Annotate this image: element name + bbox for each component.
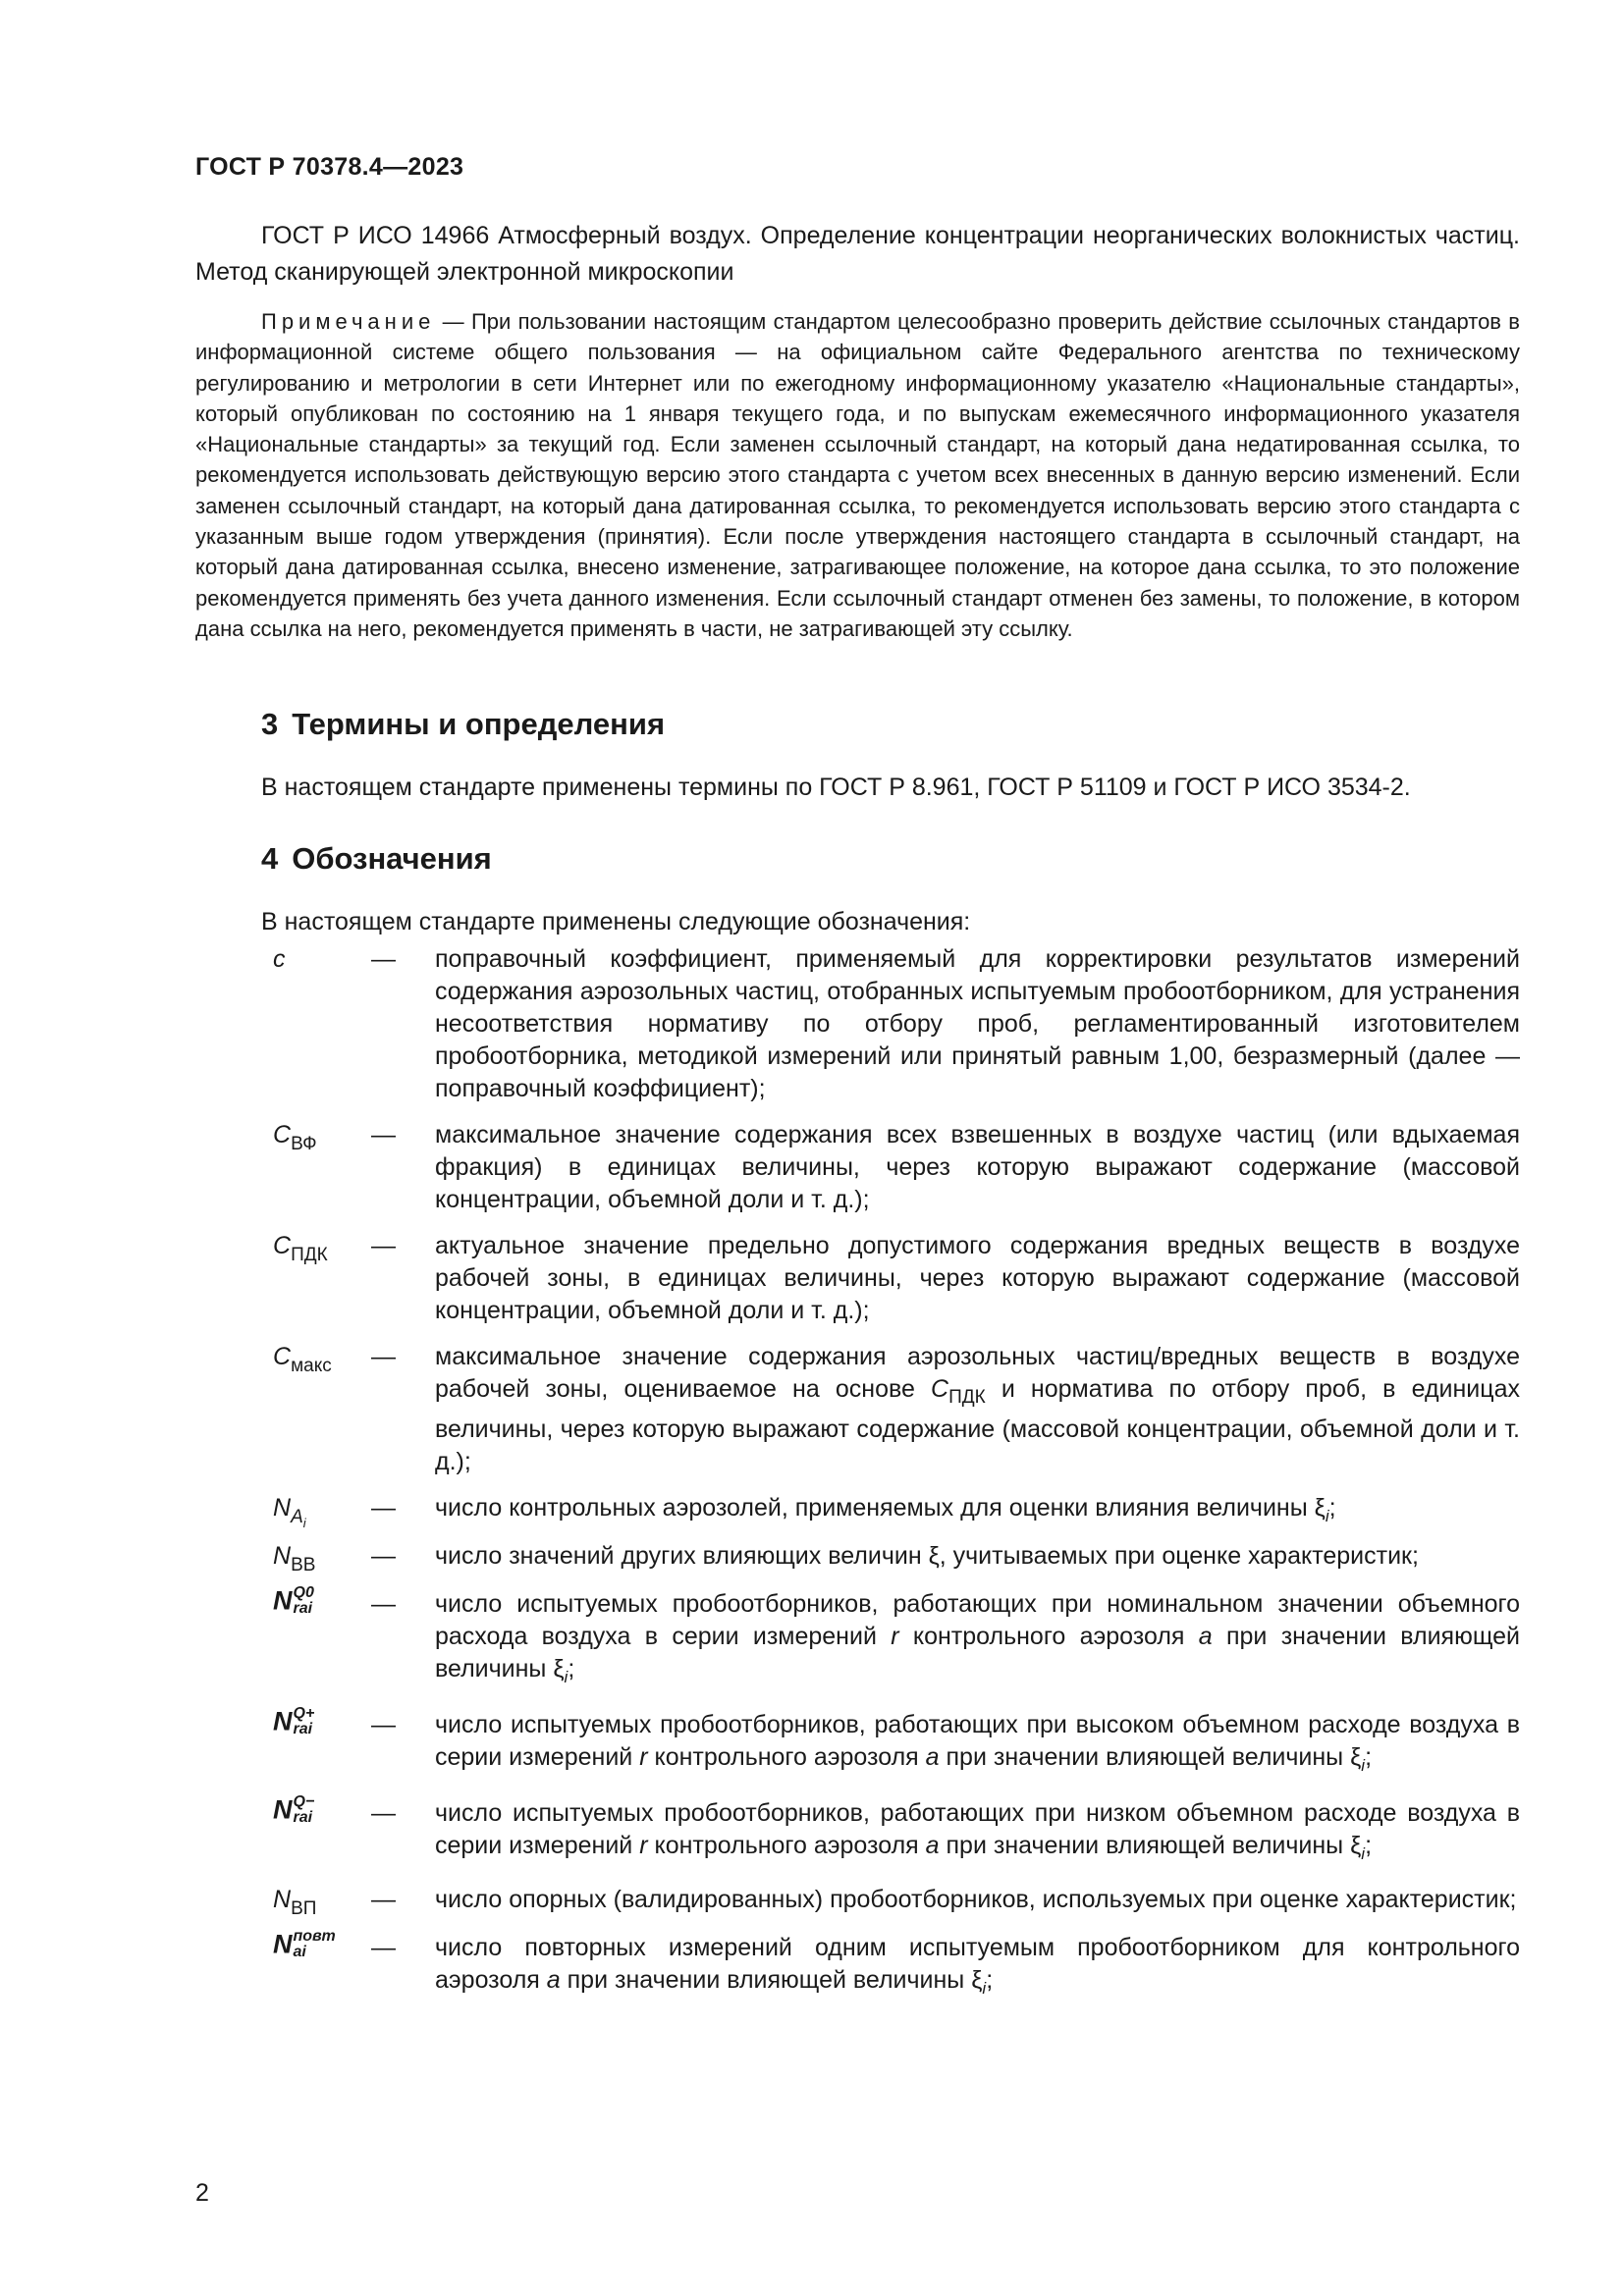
symbol: $C_{ПДК}$ — [273, 1232, 328, 1265]
symbol: c — [273, 945, 286, 973]
section-3-title: Термины и определения — [292, 707, 666, 741]
page-number: 2 — [195, 2179, 209, 2207]
symbol-entry — [261, 1492, 1520, 1532]
section-3-heading — [261, 707, 665, 742]
dash: — — [371, 1121, 396, 1148]
symbol: $N_{ВП}$ — [273, 1886, 317, 1919]
dash: — — [371, 1799, 396, 1827]
symbol-entry — [261, 1928, 1520, 2004]
symbol: N Q+ rai — [273, 1705, 315, 1738]
symbol-description: максимальное значение содержания всех взвешенных в воздухе частиц (или вдыхаемая фракция) в единицах величины, через которую выражают содержание (массовой концентрации, объемной доли и т. д.); — [435, 1121, 1520, 1213]
symbol-entry — [261, 1705, 1520, 1782]
section-4-number: 4 — [261, 841, 279, 876]
symbol: N Q0 rai — [273, 1584, 314, 1618]
symbol-description: число испытуемых пробоотборников, работающих при номинальном значении объемного расхода воздуха в серии измерений r контрольного аэрозоля a при значении влияющей величины $\xi_i$; — [435, 1590, 1520, 1686]
symbol: $N_{ВВ}$ — [273, 1542, 316, 1575]
symbols-list — [261, 943, 1520, 2012]
symbol: $C_{ВФ}$ — [273, 1121, 317, 1154]
symbol-entry — [261, 1884, 1520, 1919]
symbol: $C_{макс}$ — [273, 1343, 332, 1376]
dash: — — [371, 1934, 396, 1961]
dash: — — [371, 945, 396, 973]
symbol-description: актуальное значение предельно допустимого содержания вредных веществ в воздухе рабочей зоны, в единицах величины, через которую выражают содержание (массовой концентрации, объемной доли и т. д.); — [435, 1232, 1520, 1324]
section-4-title: Обозначения — [292, 841, 492, 876]
symbol-description: число испытуемых пробоотборников, работающих при низком объемном расходе воздуха в серии измерений r контрольного аэрозоля a при значении влияющей величины $\xi_i$; — [435, 1799, 1520, 1863]
section-3-text: В настоящем стандарте применены термины по ГОСТ Р 8.961, ГОСТ Р 51109 и ГОСТ Р ИСО 3534-2. — [261, 774, 1411, 801]
section-4-heading — [261, 841, 492, 877]
symbol-entry — [261, 1119, 1520, 1216]
symbol-description: число контрольных аэрозолей, применяемых для оценки влияния величины $\xi_i$; — [435, 1494, 1336, 1525]
dash: — — [371, 1343, 396, 1370]
dash: — — [371, 1232, 396, 1259]
note-text: — При пользовании настоящим стандартом целесообразно проверить действие ссылочных стандартов в информационной системе общего пользования — на официальном сайте Федерального агентства по техническому регулированию и метрологии в сети Интернет или по ежегодному информационному указателю «Национальные стандарты», который опубликован по состоянию на 1 января текущего года, и по выпускам ежемесячного информационного указателя «Национальные стандарты» за текущий год. Если заменен ссылочный стандарт, на который дана недатированная ссылка, то рекомендуется использовать действующую версию этого стандарта с учетом всех внесенных в данную версию изменений. Если заменен ссылочный стандарт, на который дана датированная ссылка, то рекомендуется использовать версию этого стандарта с указанным выше годом утверждения (принятия). Если после утверждения настоящего стандарта в ссылочный стандарт, на который дана датированная ссылка, внесено изменение, затрагивающее положение, на которое дана ссылка, то это положение рекомендуется применять без учета данного изменения. Если ссылочный стандарт отменен без замены, то положение, в котором дана ссылка на него, рекомендуется применять в части, не затрагивающей эту ссылку. — [195, 309, 1520, 641]
symbol-description: максимальное значение содержания аэрозольных частиц/вредных веществ в воздухе рабочей зоны, оцениваемое на основе $C_{ПДК}$ и норматива по отбору проб, в единицах величины, через которую выражают содержание (массовой концентрации, объемной доли и т. д.); — [435, 1343, 1520, 1475]
section-3-number: 3 — [261, 707, 279, 741]
dash: — — [371, 1542, 396, 1570]
symbol-description: поправочный коэффициент, применяемый для корректировки результатов измерений содержания аэрозольных частиц, отобранных испытуемым пробоотборником, для устранения несоответствия нормативу по отбору проб, регламентированный изготовителем пробоотборника, методикой измерений или принятый равным 1,00, безразмерный (далее — поправочный коэффициент); — [435, 945, 1520, 1102]
section-4-intro: В настоящем стандарте применены следующие обозначения: — [261, 908, 971, 935]
note-label: Примечание — [261, 309, 436, 334]
dash: — — [371, 1886, 396, 1913]
normative-reference-entry: ГОСТ Р ИСО 14966 Атмосферный воздух. Определение концентрации неорганических волокнистых частиц. Метод сканирующей электронной микроскопии — [195, 222, 1520, 286]
reference-note — [195, 306, 1520, 644]
symbol-entry — [261, 1540, 1520, 1573]
symbol-entry — [261, 1584, 1520, 1693]
dash: — — [371, 1494, 396, 1522]
dash: — — [371, 1590, 396, 1618]
symbol-description: число повторных измерений одним испытуемым пробоотборником для контрольного аэрозоля a при значении влияющей величины $\xi_i$; — [435, 1934, 1520, 1998]
symbol: N повт ai — [273, 1928, 336, 1961]
document-header: ГОСТ Р 70378.4—2023 — [195, 153, 464, 181]
dash: — — [371, 1711, 396, 1738]
symbol: $N_{Ai}$ — [273, 1494, 306, 1530]
symbol-entry — [261, 1793, 1520, 1870]
symbol-entry — [261, 1230, 1520, 1327]
symbol-entry — [261, 943, 1520, 1105]
symbol-entry — [261, 1341, 1520, 1478]
symbol-description: число значений других влияющих величин ξ, учитываемых при оценке характеристик; — [435, 1542, 1419, 1570]
symbol: N Q− rai — [273, 1793, 315, 1827]
symbol-description: число опорных (валидированных) пробоотборников, используемых при оценке характеристик; — [435, 1886, 1517, 1913]
symbol-description: число испытуемых пробоотборников, работающих при высоком объемном расходе воздуха в серии измерений r контрольного аэрозоля a при значении влияющей величины $\xi_i$; — [435, 1711, 1520, 1775]
